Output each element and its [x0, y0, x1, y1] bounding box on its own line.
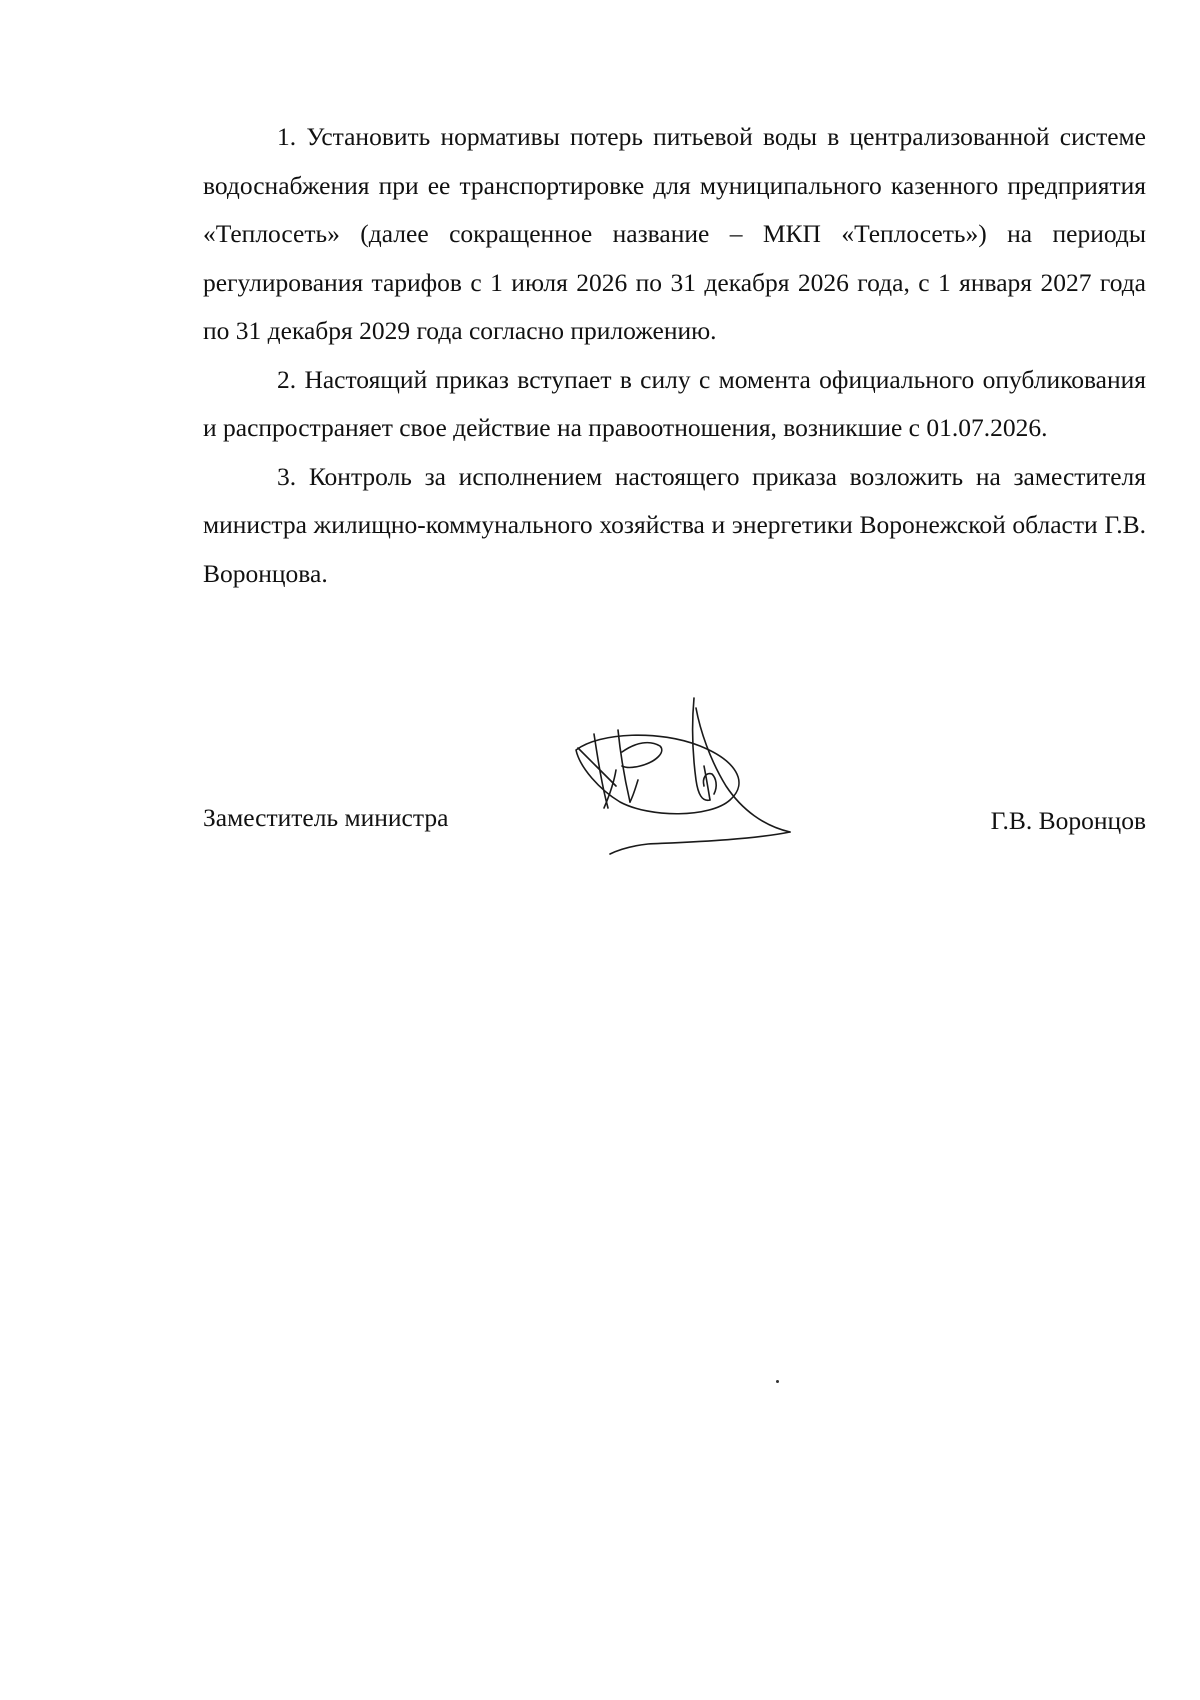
paragraph-1: 1. Установить нормативы потерь питьевой воды в централизованной системе водоснабжения при ее транспортировке для муниципального казенного предприятия «Теплосеть» (далее сокращенное название – МКП «Теплосеть») на периоды регулирования тарифов с 1 июля 2026 по 31 декабря 2026 года, с 1 января 2027 года по 31 декабря 2029 года согласно приложению. [203, 122, 1146, 345]
handwritten-signature-icon [570, 690, 810, 860]
signatory-role: Заместитель министра [203, 803, 449, 832]
scan-speck [776, 1380, 779, 1383]
document-body [203, 113, 1146, 598]
paragraph-2: 2. Настоящий приказ вступает в силу с момента официального опубликования и распространяет свое действие на правоотношения, возникшие с 01.07.2026. [203, 364, 1146, 442]
signatory-name: Г.В. Воронцов [990, 806, 1146, 835]
paragraph-3: 3. Контроль за исполнением настоящего приказа возложить на заместителя министра жилищно-коммунального хозяйства и энергетики Воронежской области Г.В. Воронцова. [203, 461, 1146, 588]
